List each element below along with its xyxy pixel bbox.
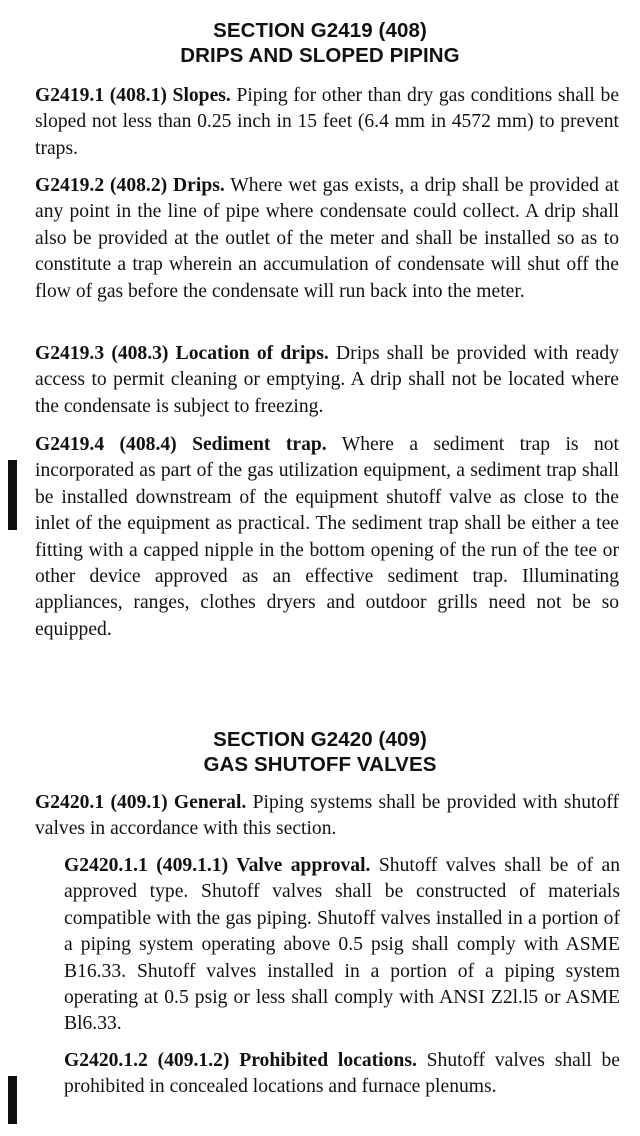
section-number: SECTION G2419 (408) — [213, 19, 427, 42]
section-reference: G2420.1 (409.1) General. — [35, 792, 247, 813]
section-heading — [0, 727, 640, 777]
code-paragraph — [35, 790, 619, 843]
code-subparagraph — [64, 1048, 620, 1101]
paragraph-text: Drips shall be provided with ready access to permit cleaning or emptying. A drip shall not be located where the condensate is subject to freezing. — [35, 343, 620, 417]
code-paragraph — [35, 432, 619, 643]
paragraph-text: Shutoff valves shall be of an approved type. Shutoff valves shall be constructed of materials compatible with the gas piping. Shutoff valves installed in a portion of a piping system operating above 0.5 psig shall comply with ASME B16.33. Shutoff valves installed in a portion of a piping system operating at 0.5 psig or less shall comply with ANSI Z2l.l5 or ASME Bl6.33. — [64, 855, 621, 1035]
section-reference: G2419.3 (408.3) Location of drips. — [35, 343, 329, 364]
revision-bar — [8, 1076, 17, 1124]
section-title: GAS SHUTOFF VALVES — [203, 753, 437, 776]
section-reference: G2419.1 (408.1) Slopes. — [35, 85, 231, 106]
paragraph-text: Piping for other than dry gas conditions shall be sloped not less than 0.25 inch in 15 feet (6.4 mm in 4572 mm) to prevent traps. — [35, 85, 620, 159]
section-reference: G2420.1.1 (409.1.1) Valve approval. — [64, 855, 371, 876]
code-paragraph — [35, 83, 619, 162]
section-heading — [0, 18, 640, 68]
section-reference: G2419.2 (408.2) Drips. — [35, 175, 225, 196]
code-paragraph — [35, 173, 619, 305]
paragraph-text: Where wet gas exists, a drip shall be provided at any point in the line of pipe where condensate could collect. A drip shall also be provided at the outlet of the meter and shall be installed so as to constitute a trap wherein an accumulation of condensate will shut off the flow of gas before the condensate will run back into the meter. — [35, 175, 619, 302]
paragraph-text: Shutoff valves shall be prohibited in concealed locations and furnace plenums. — [64, 1050, 620, 1098]
paragraph-text: Piping systems shall be provided with shutoff valves in accordance with this section. — [35, 792, 619, 840]
section-number: SECTION G2420 (409) — [213, 728, 427, 751]
code-paragraph — [35, 341, 619, 420]
section-reference: G2419.4 (408.4) Sediment trap. — [35, 434, 327, 455]
code-subparagraph — [64, 853, 620, 1038]
revision-bar — [8, 460, 17, 530]
paragraph-text: Where a sediment trap is not incorporated as part of the gas utilization equipment, a sediment trap shall be installed downstream of the equipment shutoff valve as close to the inlet of the equipment as practical. The sediment trap shall be either a tee fitting with a capped nipple in the bottom opening of the run of the tee or other device approved as an effective sediment trap. Illuminating appliances, ranges, clothes dryers and outdoor grills need not be so equipped. — [35, 434, 619, 640]
section-title: DRIPS AND SLOPED PIPING — [180, 44, 460, 67]
section-reference: G2420.1.2 (409.1.2) Prohibited locations. — [64, 1050, 417, 1071]
